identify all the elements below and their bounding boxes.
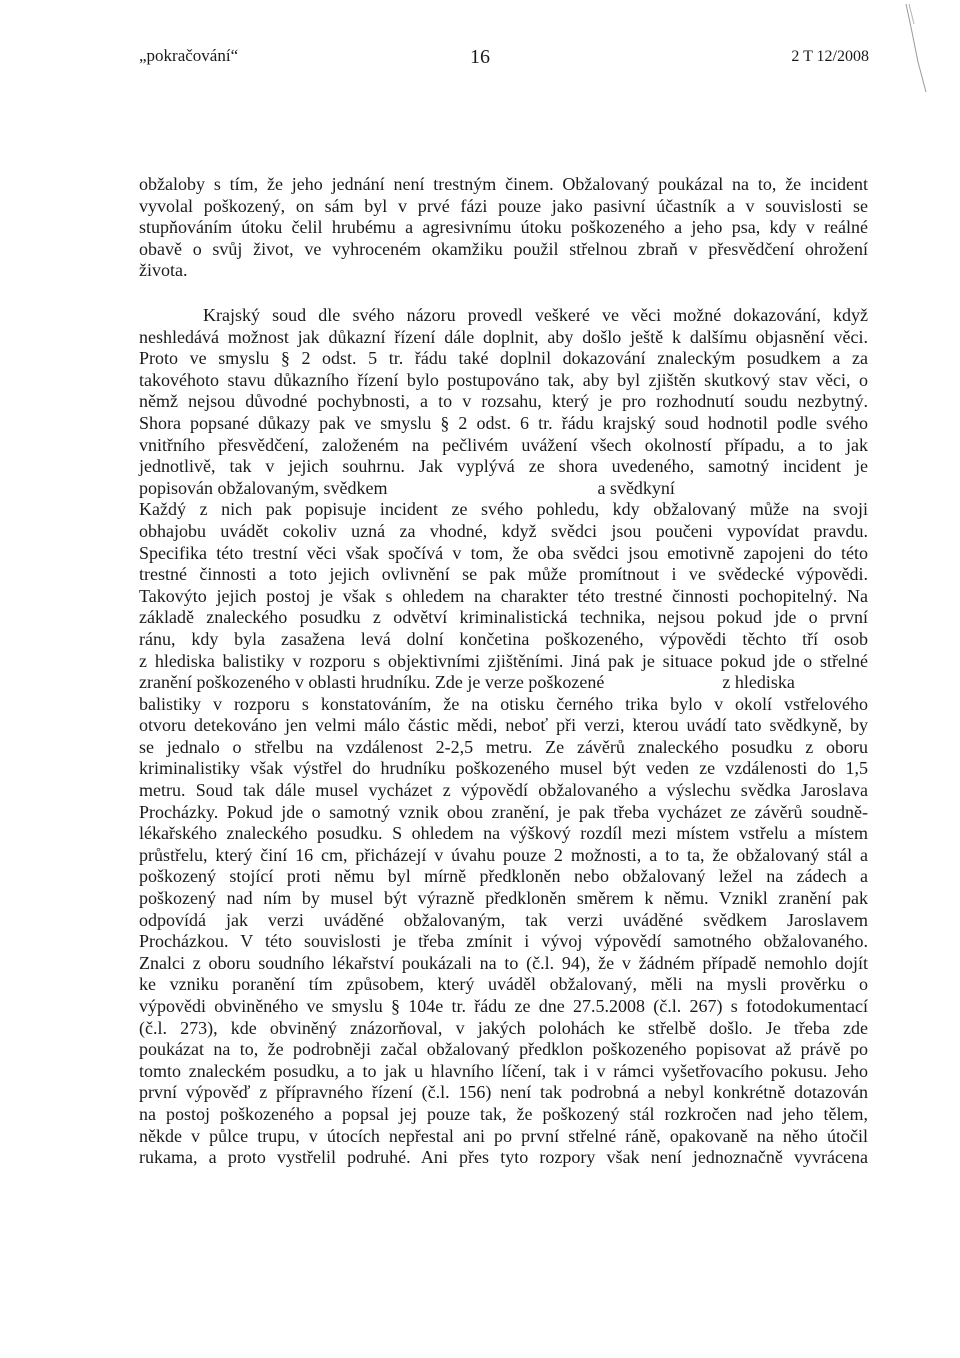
text-line: obžaloby s tím, že jeho jednání není trestným činem. Obžalovaný poukázal na to, že incident	[139, 174, 868, 194]
text-line: obavě o svůj život, ve vyhroceném okamžiku použil střelnou zbraň v přesvědčení ohrožení	[139, 238, 868, 259]
text-line: neshledává možnost jak důkazní řízení dále doplnit, aby došlo ještě k dalšímu objasnění věci.	[139, 326, 868, 347]
text-line: balistiky v rozporu s konstatováním, že na otisku černého trika bylo v okolí vstřelového	[139, 693, 868, 714]
text-line: Znalci z oboru soudního lékařství poukázali na to (č.l. 94), že v žádném případě nemohlo dojít	[139, 952, 868, 973]
case-number: 2 T 12/2008	[791, 48, 869, 65]
text-line: (č.l. 273), kde obviněný znázorňoval, v jakých polohách ke střelbě došlo. Je třeba zde	[139, 1017, 868, 1038]
text-line: obhajobu uvádět cokoliv uzná za vhodné, když svědci jsou poučeni vypovídat pravdu.	[139, 520, 868, 541]
text-line: Procházkou. V této souvislosti je třeba zmínit i vývoj výpovědí samotného obžalovaného.	[139, 931, 868, 952]
text-line: vyvolal poškozený, on sám byl v prvé fázi pouze jako pasivní účastník a v souvislosti se	[139, 195, 868, 216]
text-line: průstřelu, který činí 16 cm, přicházejí v úvahu pouze 2 možnosti, a to ta, že obžalovaný stál a	[139, 844, 868, 865]
text-line: Specifika této trestní věci však spočívá v tom, že oba svědci jsou emotivně zapojeni do této	[139, 542, 868, 563]
text-line: první výpověď z přípravného řízení (č.l. 156) není tak podrobná a nebyl konkrétně dotazován	[139, 1082, 868, 1103]
text-line: rukama, a proto vystřelil podruhé. Ani přes tyto rozpory však není jednoznačně vyvrácena	[139, 1147, 868, 1168]
text-line: němž nejsou důvodné pochybnosti, a to v rozsahu, který je pro rozhodnutí soudu nezbytný.	[139, 391, 868, 412]
text-line: ránu, kdy byla zasažena levá dolní končetina poškozeného, výpovědi těchto tří osob	[139, 628, 868, 649]
text-line: Každý z nich pak popisuje incident ze svého pohledu, kdy obžalovaný může na svoji	[139, 499, 868, 520]
text-line: někde v půlce trupu, v útocích nepřestal ani po první střelné ráně, opakovaně na něho útočil	[139, 1125, 868, 1146]
text-line: Shora popsané důkazy pak ve smyslu § 2 odst. 6 tr. řádu krajský soud hodnotil podle svého	[139, 412, 868, 433]
text-line: Krajský soud dle svého názoru provedl veškeré ve věci možné dokazování, když	[203, 305, 868, 325]
text-line: vnitřního přesvědčení, založeném na pečlivém uvážení všech okolností případu, a to jak	[139, 434, 868, 455]
text-line: na postoj poškozeného a popsal jej pouze tak, že poškozený stál rozkročen nad jeho tělem,	[139, 1103, 868, 1124]
text-line: tomto znaleckém posudku, a to jak u hlavního líčení, tak i v rámci vyšetřovacího pokusu. Jeho	[139, 1060, 868, 1081]
text-line: lékařského znaleckého posudku. S ohledem na výškový rozdíl mezi místem vstřelu a místem	[139, 823, 868, 844]
text-line: odpovídá jak verzi uváděné obžalovaným, tak verzi uváděné svědkem Jaroslavem	[139, 909, 868, 930]
paragraph-1	[139, 174, 868, 282]
text-line: Takovýto jejich postoj je však s ohledem na charakter této trestné činnosti pochopitelný. Na	[139, 585, 868, 606]
text-line-with-redaction	[139, 478, 868, 500]
text-line: života.	[139, 260, 188, 281]
text-line: z hlediska balistiky v rozporu s objektivními zjištěními. Jiná pak je situace pokud jde o střelné	[139, 650, 868, 671]
paragraph-2	[139, 305, 868, 1169]
text-line: Procházky. Pokud jde o samotný vznik obou zranění, je pak třeba vycházet ze závěrů soudně-	[139, 801, 868, 822]
text-line: Proto ve smyslu § 2 odst. 5 tr. řádu také doplnil dokazování znaleckým posudkem a za	[139, 348, 868, 369]
text-line: stupňováním útoku čelil hrubému a agresivnímu útoku poškozeného a jeho psa, kdy v reálné	[139, 217, 868, 238]
text-line: poškozený nad ním by musel být výrazně předkloněn směrem k němu. Vznikl zranění pak	[139, 888, 868, 909]
text-line: poškozený stojící proti němu byl mírně předkloněn nebo obžalovaný ležel na zádech a	[139, 866, 868, 887]
text-line: ke vzniku poranění tím způsobem, který uváděl obžalovaný, měli na mysli prověrku o	[139, 974, 868, 995]
text-line-with-redaction	[139, 672, 868, 694]
text-line: takovéhoto stavu důkazního řízení bylo postupováno tak, aby byl zjištěn skutkový stav věci, o	[139, 369, 868, 390]
text-fragment: popisován obžalovaným, svědkem	[139, 477, 388, 498]
text-line: jednotlivě, tak v jejich souhrnu. Jak vyplývá ze shora uvedeného, samotný incident je	[139, 456, 868, 477]
text-line: trestné činnosti a toto jejich ovlivnění se pak může promítnout i ve svědecké výpovědi.	[139, 564, 868, 585]
text-fragment: zranění poškozeného v oblasti hrudníku. Zde je verze poškozené	[139, 672, 605, 693]
text-line: kriminalistiky však výstřel do hrudníku poškozeného musel být veden ze vzdálenosti do 1,5	[139, 758, 868, 779]
page-number: 16	[470, 46, 490, 68]
text-fragment: a svědkyní	[597, 477, 675, 498]
text-line: metru. Soud tak dále musel vycházet z výpovědí obžalovaného a výslechu svědka Jaroslava	[139, 780, 868, 801]
text-line: otvoru detekováno jen velmi málo částic mědi, neboť při verzi, kterou uvádí tato svědkyně, by	[139, 715, 868, 736]
text-line: výpovědi obviněného ve smyslu § 104e tr. řádu ze dne 27.5.2008 (č.l. 267) s fotodokumentací	[139, 996, 868, 1016]
text-fragment: z hlediska	[722, 672, 795, 693]
header-continuation: „pokračování“	[139, 46, 239, 65]
text-line: se jednalo o střelbu na vzdálenost 2-2,5 metru. Ze závěrů znaleckého posudku z oboru	[139, 736, 868, 757]
text-line: základě znaleckého posudku z odvětví kriminalistická technika, nejsou pokud jde o první	[139, 607, 868, 628]
text-line: poukázat na to, že podrobněji začal obžalovaný předklon poškozeného popisovat až právě po	[139, 1039, 868, 1060]
